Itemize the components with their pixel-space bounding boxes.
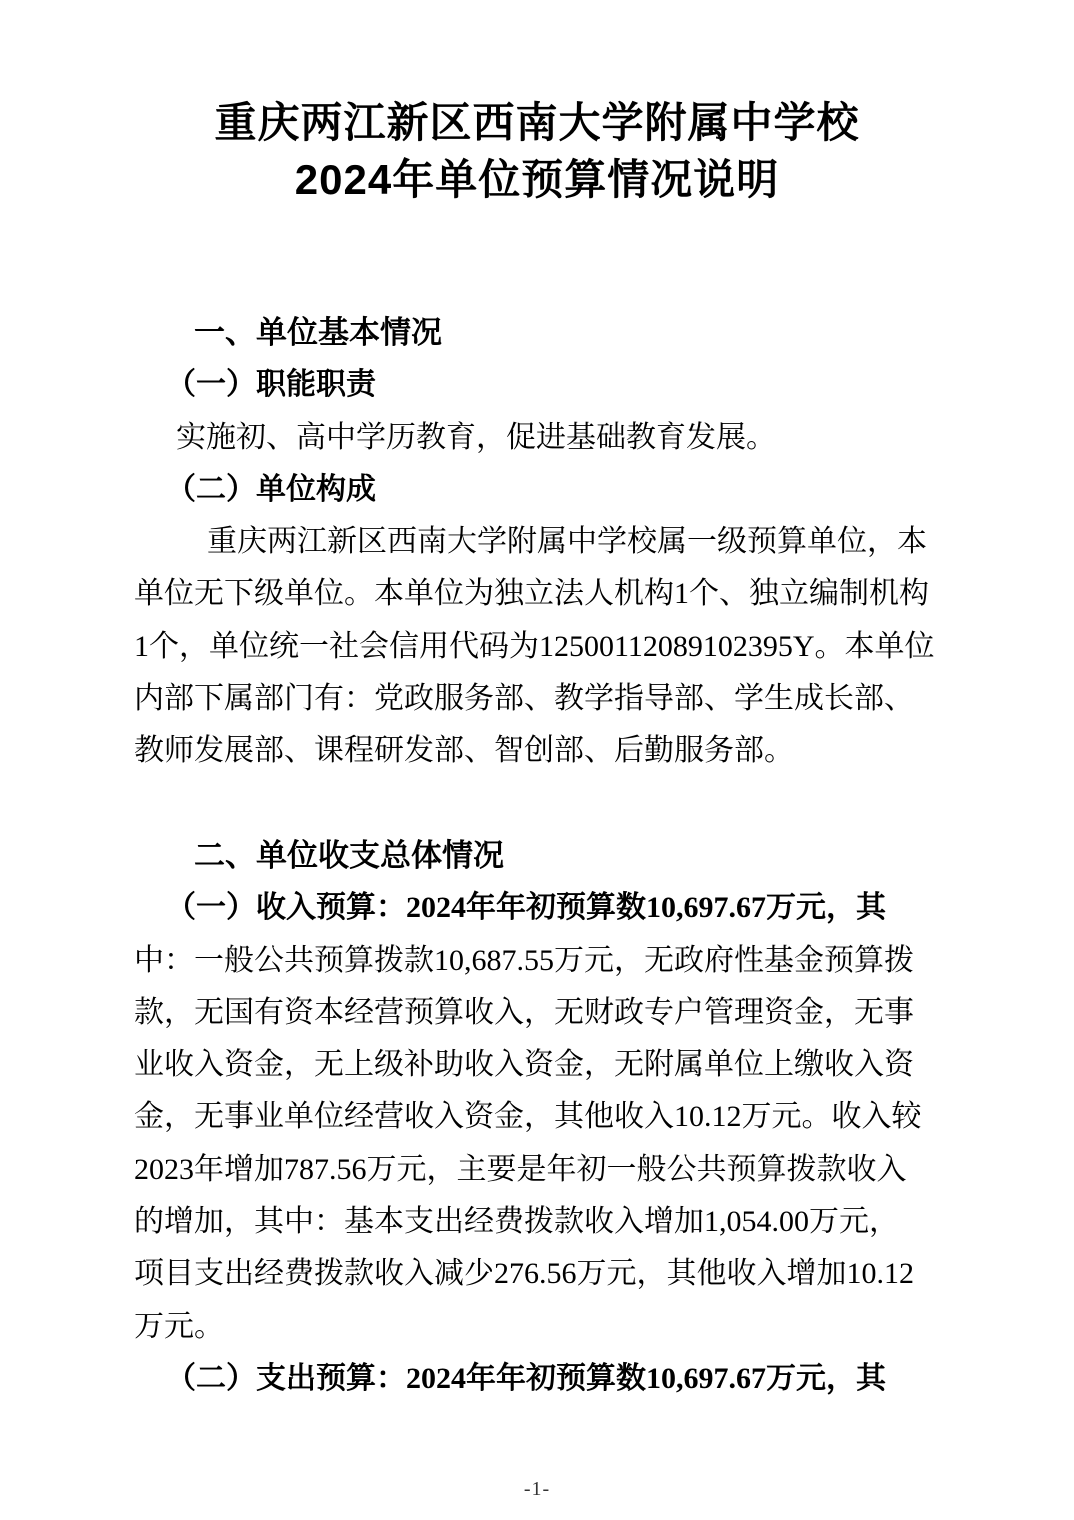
section2-paragraph-1 <box>134 882 940 1353</box>
body-line: 2023年增加787.56万元，主要是年初一般公共预算拨款收入 <box>134 1152 907 1186</box>
body-line: 万元。 <box>134 1309 224 1343</box>
body-line: 中：一般公共预算拨款10,687.55万元，无政府性基金预算拨 <box>134 943 914 977</box>
section2-paragraph-2 <box>134 1353 940 1405</box>
body-line: 重庆两江新区西南大学附属中学校属一级预算单位，本 <box>207 525 927 559</box>
document-body <box>134 307 940 1405</box>
body-line: 款，无国有资本经营预算收入，无财政专户管理资金，无事 <box>134 995 914 1029</box>
section1-subheading-1: （一）职能职责 <box>166 368 376 402</box>
section2-heading: 二、单位收支总体情况 <box>194 837 504 873</box>
body-line: 内部下属部门有：党政服务部、教学指导部、学生成长部、 <box>134 682 914 716</box>
body-line: 教师发展部、课程研发部、智创部、后勤服务部。 <box>134 734 794 768</box>
section1-paragraph-1: 实施初、高中学历教育，促进基础教育发展。 <box>176 420 776 454</box>
section1-subheading-2: （二）单位构成 <box>166 472 376 506</box>
page-number: -1- <box>523 1478 551 1500</box>
body-line <box>134 1353 940 1405</box>
body-line: 金，无事业单位经营收入资金，其他收入10.12万元。收入较 <box>134 1100 922 1134</box>
document-title <box>0 94 1074 208</box>
document-title-line2: 2024年单位预算情况说明 <box>294 156 780 203</box>
section1-paragraph-2 <box>134 516 940 777</box>
document-title-line1: 重庆两江新区西南大学附属中学校 <box>214 99 860 146</box>
paragraph-lead: （一）收入预算： <box>166 891 406 925</box>
body-line: 的增加，其中：基本支出经费拨款收入增加1,054.00万元， <box>134 1205 899 1239</box>
body-line: 业收入资金，无上级补助收入资金，无附属单位上缴收入资 <box>134 1048 914 1082</box>
body-line-text: 2024年年初预算数10,697.67万元，其 <box>406 891 886 925</box>
section-gap <box>134 778 940 830</box>
body-line-text: 2024年年初预算数10,697.67万元，其 <box>406 1361 886 1395</box>
body-line <box>134 882 940 934</box>
body-line: 单位无下级单位。本单位为独立法人机构1个、独立编制机构 <box>134 577 929 611</box>
body-line: 项目支出经费拨款收入减少276.56万元，其他收入增加10.12 <box>134 1257 914 1291</box>
paragraph-lead: （二）支出预算： <box>166 1361 406 1395</box>
section1-heading: 一、单位基本情况 <box>194 315 442 350</box>
body-line: 1个，单位统一社会信用代码为12500112089102395Y。本单位 <box>134 629 935 663</box>
